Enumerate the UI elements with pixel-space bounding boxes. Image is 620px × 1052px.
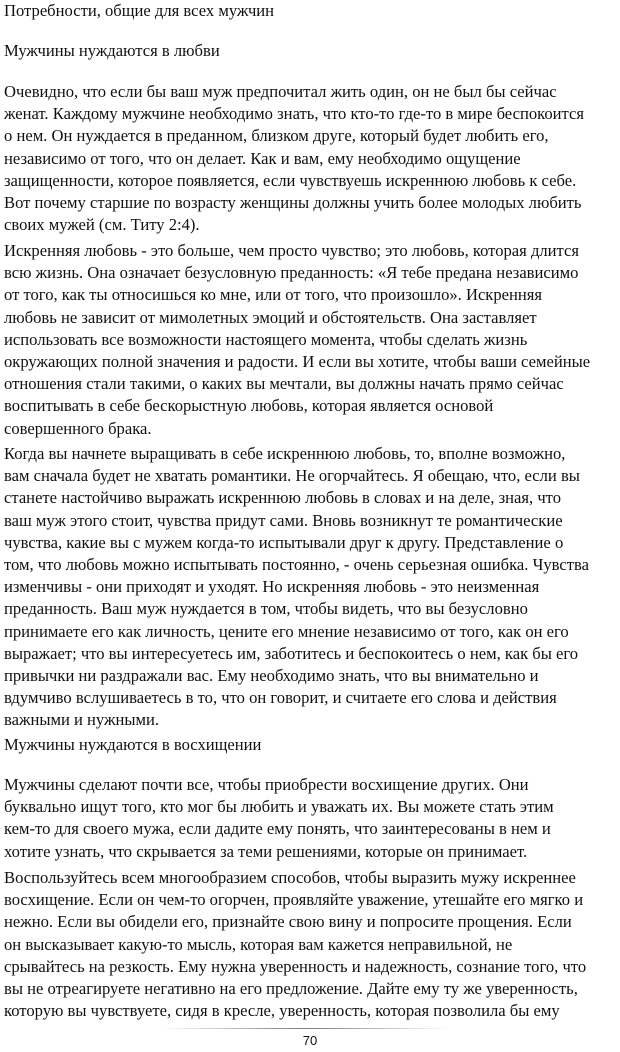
- text-line: которую вы чувствуете, сидя в кресле, уверенность, которая позволила бы ему: [4, 1001, 560, 1021]
- text-line: Искренняя любовь - это больше, чем просто чувство; это любовь, которая длится: [4, 241, 580, 260]
- text-line: женат. Каждому мужчине необходимо знать, что кто-то где-то в мире беспокоится: [4, 104, 584, 124]
- text-line: воспитывать в себе бескорыстную любовь, которая является основой: [4, 396, 494, 416]
- text-line: выражает; что вы интересуетесь им, заботитесь и беспокоитесь о нем, как бы его: [4, 643, 579, 663]
- text-line: Вот почему старшие по возрасту женщины должны учить более молодых любить: [4, 192, 582, 212]
- text-line: изменчивы - они приходят и уходят. Но искренняя любовь - это неизменная: [4, 577, 540, 597]
- text-line: вы не отреагируете негативно на его предложение. Дайте ему ту же уверенность,: [4, 978, 578, 998]
- section-heading-love: [4, 40, 616, 62]
- text-line: о нем. Он нуждается в преданном, близком друге, который будет любить его,: [4, 126, 549, 146]
- section-heading-admiration: [4, 734, 616, 756]
- text-line: независимо от того, что он делает. Как и вам, ему необходимо ощущение: [4, 148, 521, 168]
- text-line: вдумчиво вслушиваетесь в то, что он говорит, и считаете его слова и действия: [4, 688, 557, 708]
- book-page: [4, 0, 616, 1052]
- section-heading-admiration-text: Мужчины нуждаются в восхищении: [4, 735, 262, 754]
- text-line: отношения стали такими, о каких вы мечтали, вы должны начать прямо сейчас: [4, 374, 564, 394]
- paragraph-2: [4, 240, 616, 440]
- paragraph-5: [4, 867, 616, 1022]
- text-line: важными и нужными.: [4, 710, 160, 730]
- text-line: Воспользуйтесь всем многообразием способов, чтобы выразить мужу искреннее: [4, 868, 576, 887]
- text-line: нежно. Если вы обидели его, признайте свою вину и попросите прощения. Если: [4, 912, 572, 932]
- text-line: совершенного брака.: [4, 418, 152, 438]
- text-line: преданность. Ваш муж нуждается в том, чтобы видеть, что вы безусловно: [4, 599, 528, 619]
- page-number: 70: [302, 1033, 318, 1048]
- paragraph-4: [4, 774, 616, 863]
- chapter-heading: [4, 0, 616, 22]
- text-line: срывайтесь на резкость. Ему нужна уверенность и надежность, сознание того, что: [4, 956, 587, 976]
- text-line: кем-то для своего мужа, если дадите ему понять, что заинтересованы в нем и: [4, 819, 551, 839]
- text-line: восхищение. Если он чем-то огорчен, проявляйте уважение, утешайте его мягко и: [4, 890, 584, 910]
- text-line: окружающих полной значения и радости. И если вы хотите, чтобы ваши семейные: [4, 351, 591, 371]
- text-line: всю жизнь. Она означает безусловную преданность: «Я тебе предана независимо: [4, 263, 579, 283]
- chapter-heading-text: Потребности, общие для всех мужчин: [4, 1, 275, 20]
- text-line: любовь не зависит от мимолетных эмоций и обстоятельств. Она заставляет: [4, 307, 537, 327]
- text-line: использовать все возможности настоящего момента, чтобы сделать жизнь: [4, 329, 528, 349]
- text-line: Когда вы начнете выращивать в себе искреннюю любовь, то, вполне возможно,: [4, 444, 566, 463]
- text-line: Мужчины сделают почти все, чтобы приобрести восхищение других. Они: [4, 775, 529, 794]
- text-line: вам сначала будет не хватать романтики. Не огорчайтесь. Я обещаю, что, если вы: [4, 466, 580, 486]
- text-line: ваш муж этого стоит, чувства придут сами. Вновь возникнут те романтические: [4, 510, 563, 530]
- text-line: чувства, какие вы с мужем когда-то испытывали друг к другу. Представление о: [4, 532, 564, 552]
- text-line: Очевидно, что если бы ваш муж предпочитал жить один, он не был бы сейчас: [4, 82, 557, 101]
- paragraph-1: [4, 81, 616, 236]
- text-line: привычки ни раздражали вас. Ему необходимо знать, что вы внимательно и: [4, 665, 539, 685]
- text-line: том, что любовь можно испытывать постоянно, - очень серьезная ошибка. Чувства: [4, 554, 590, 574]
- text-line: от того, как ты относишься ко мне, или от того, что произошло». Искренняя: [4, 285, 543, 305]
- section-heading-love-text: Мужчины нуждаются в любви: [4, 41, 220, 60]
- text-line: буквально ищут того, кто мог бы любить и уважать их. Вы можете стать этим: [4, 797, 554, 817]
- text-line: своих мужей (см. Титу 2:4).: [4, 215, 200, 235]
- text-line: он высказывает какую-то мысль, которая вам кажется неправильной, не: [4, 934, 513, 954]
- paragraph-3: [4, 443, 616, 731]
- text-line: станете настойчиво выражать искреннюю любовь в словах и на деле, зная, что: [4, 488, 561, 508]
- footer-divider: [160, 1028, 450, 1029]
- text-line: принимаете его как личность, цените его мнение независимо от того, как он его: [4, 621, 569, 641]
- text-line: защищенности, которое появляется, если чувствуешь искреннюю любовь к себе.: [4, 170, 577, 190]
- text-line: хотите узнать, что скрывается за теми решениями, которые он принимает.: [4, 841, 528, 861]
